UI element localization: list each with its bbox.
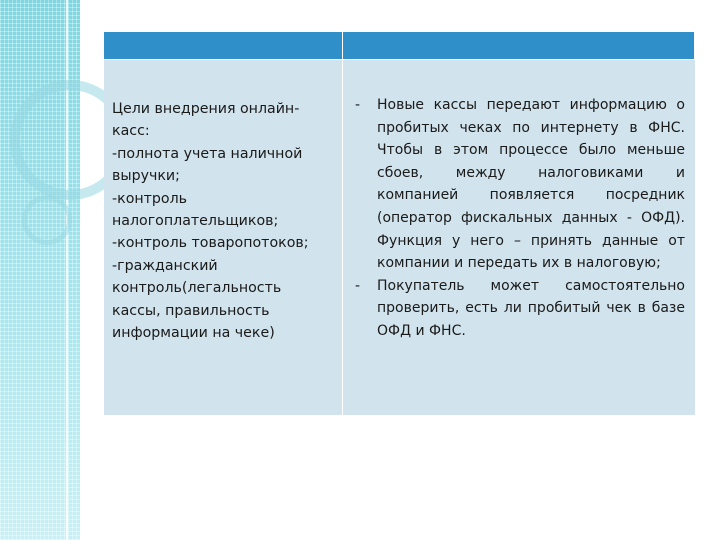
table-header-cell-1 <box>104 32 343 60</box>
dash-bullet: - <box>355 97 361 113</box>
content-table <box>104 32 695 415</box>
decorative-ring-small <box>22 195 72 245</box>
goals-title: Цели внедрения онлайн-касс: <box>112 101 300 140</box>
dash-bullet: - <box>355 277 361 294</box>
description-cell <box>343 60 695 415</box>
description-text: Покупатель может самостоятельно проверить, есть ли пробитый чек в базе ОФД и ФНС. <box>377 277 685 339</box>
description-item <box>355 275 685 343</box>
table-header-cell-2 <box>343 32 695 60</box>
goals-cell <box>104 60 343 415</box>
goal-item: -полнота учета наличной выручки; <box>112 145 303 185</box>
goal-item: -гражданский контроль(легальность кассы, правильность информации на чеке) <box>112 257 282 342</box>
description-item <box>355 94 685 275</box>
goal-item: -контроль товаропотоков; <box>112 235 309 252</box>
description-text: Новые кассы передают информацию о пробитых чеках по интернету в ФНС. Чтобы в этом процессе было меньше сбоев, между налоговиками и компанией появляется посредник (оператор фискальных данных - ОФД). Функция у него – принять данные от компании и передать их в налоговую; <box>377 97 685 272</box>
goal-item: -контроль налогоплательщиков; <box>112 190 279 230</box>
